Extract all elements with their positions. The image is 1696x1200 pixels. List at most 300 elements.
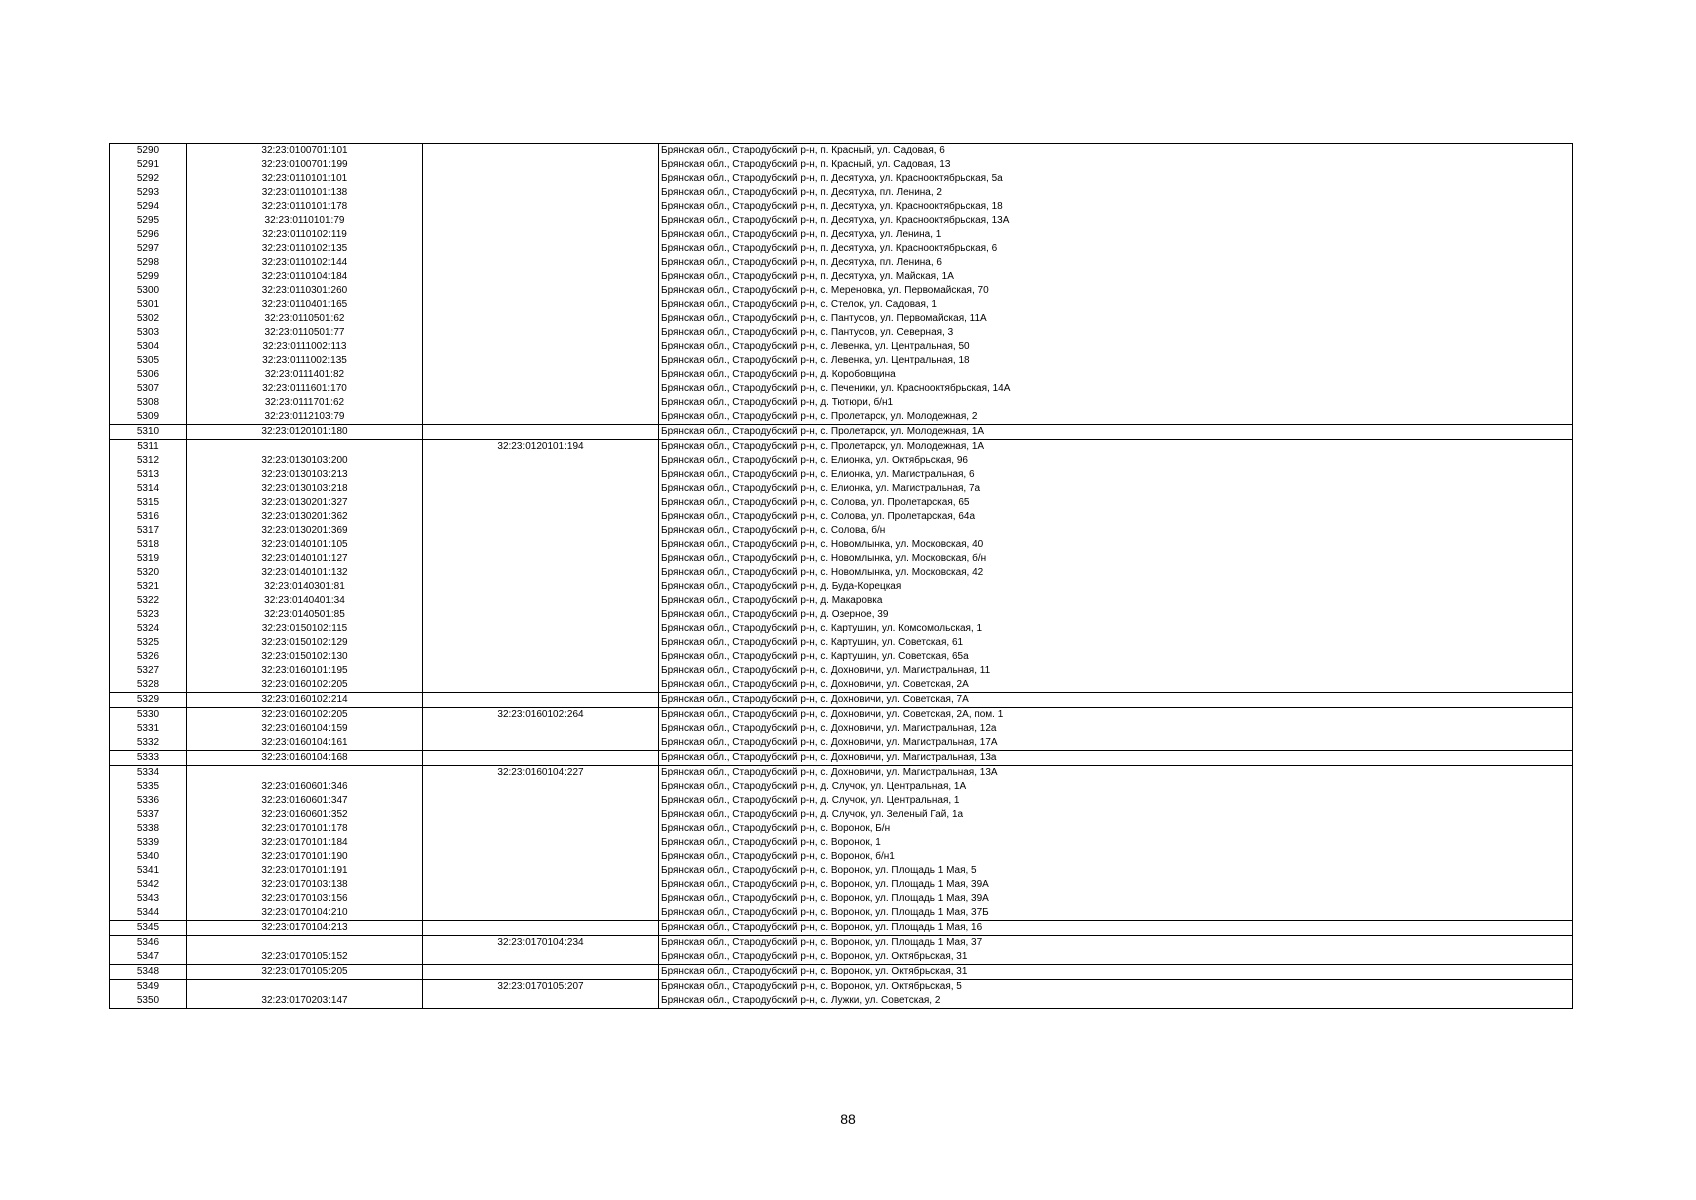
table-row	[110, 751, 1573, 766]
row-number-cell: 5347	[110, 950, 187, 965]
row-number-cell: 5305	[110, 354, 187, 368]
premises-number-cell	[423, 158, 659, 172]
table-row	[110, 326, 1573, 340]
address-cell: Брянская обл., Стародубский р-н, с. Елионка, ул. Магистральная, 6	[659, 468, 1573, 482]
row-number-cell: 5350	[110, 994, 187, 1009]
table-row	[110, 340, 1573, 354]
address-cell: Брянская обл., Стародубский р-н, с. Воронок, ул. Площадь 1 Мая, 5	[659, 864, 1573, 878]
premises-number-cell	[423, 200, 659, 214]
premises-number-cell	[423, 994, 659, 1009]
table-row	[110, 440, 1573, 455]
premises-number-cell	[423, 298, 659, 312]
address-cell: Брянская обл., Стародубский р-н, с. Воронок, ул. Площадь 1 Мая, 37Б	[659, 906, 1573, 921]
table-row	[110, 664, 1573, 678]
address-cell: Брянская обл., Стародубский р-н, п. Десятуха, ул. Краснооктябрьская, 5а	[659, 172, 1573, 186]
address-cell: Брянская обл., Стародубский р-н, с. Дохновичи, ул. Магистральная, 17А	[659, 736, 1573, 751]
cadastral-number-cell: 32:23:0110101:79	[187, 214, 423, 228]
row-number-cell: 5321	[110, 580, 187, 594]
address-cell: Брянская обл., Стародубский р-н, с. Дохновичи, ул. Магистральная, 12а	[659, 722, 1573, 736]
cadastral-number-cell	[187, 440, 423, 455]
address-cell: Брянская обл., Стародубский р-н, с. Воронок, б/н1	[659, 850, 1573, 864]
address-cell: Брянская обл., Стародубский р-н, с. Солова, б/н	[659, 524, 1573, 538]
row-number-cell: 5303	[110, 326, 187, 340]
address-cell: Брянская обл., Стародубский р-н, с. Печеники, ул. Краснооктябрьская, 14А	[659, 382, 1573, 396]
cadastral-number-cell: 32:23:0110501:62	[187, 312, 423, 326]
premises-number-cell	[423, 664, 659, 678]
cadastral-number-cell: 32:23:0110102:119	[187, 228, 423, 242]
premises-number-cell	[423, 270, 659, 284]
row-number-cell: 5291	[110, 158, 187, 172]
table-row	[110, 214, 1573, 228]
row-number-cell: 5311	[110, 440, 187, 455]
table-row	[110, 936, 1573, 951]
address-cell: Брянская обл., Стародубский р-н, с. Пролетарск, ул. Молодежная, 1А	[659, 425, 1573, 440]
premises-number-cell	[423, 836, 659, 850]
address-cell: Брянская обл., Стародубский р-н, с. Солова, ул. Пролетарская, 65	[659, 496, 1573, 510]
premises-number-cell	[423, 186, 659, 200]
row-number-cell: 5313	[110, 468, 187, 482]
row-number-cell: 5335	[110, 780, 187, 794]
address-cell: Брянская обл., Стародубский р-н, д. Случок, ул. Центральная, 1	[659, 794, 1573, 808]
premises-number-cell	[423, 921, 659, 936]
premises-number-cell	[423, 736, 659, 751]
row-number-cell: 5343	[110, 892, 187, 906]
premises-number-cell	[423, 678, 659, 693]
table-row	[110, 172, 1573, 186]
table-row	[110, 354, 1573, 368]
table-row	[110, 608, 1573, 622]
address-cell: Брянская обл., Стародубский р-н, п. Десятуха, ул. Ленина, 1	[659, 228, 1573, 242]
address-cell: Брянская обл., Стародубский р-н, с. Воронок, ул. Площадь 1 Мая, 16	[659, 921, 1573, 936]
table-row	[110, 228, 1573, 242]
cadastral-number-cell: 32:23:0130201:362	[187, 510, 423, 524]
premises-number-cell	[423, 751, 659, 766]
premises-number-cell	[423, 496, 659, 510]
table-row	[110, 256, 1573, 270]
row-number-cell: 5325	[110, 636, 187, 650]
address-cell: Брянская обл., Стародубский р-н, с. Воронок, ул. Площадь 1 Мая, 37	[659, 936, 1573, 951]
cadastral-number-cell: 32:23:0170101:184	[187, 836, 423, 850]
address-cell: Брянская обл., Стародубский р-н, с. Дохновичи, ул. Магистральная, 13а	[659, 751, 1573, 766]
row-number-cell: 5290	[110, 144, 187, 159]
table-row	[110, 368, 1573, 382]
row-number-cell: 5306	[110, 368, 187, 382]
premises-number-cell	[423, 256, 659, 270]
premises-number-cell	[423, 410, 659, 425]
table-row	[110, 580, 1573, 594]
cadastral-number-cell	[187, 980, 423, 995]
address-cell: Брянская обл., Стародубский р-н, с. Левенка, ул. Центральная, 50	[659, 340, 1573, 354]
address-cell: Брянская обл., Стародубский р-н, с. Пантусов, ул. Первомайская, 11А	[659, 312, 1573, 326]
address-cell: Брянская обл., Стародубский р-н, п. Красный, ул. Садовая, 13	[659, 158, 1573, 172]
row-number-cell: 5327	[110, 664, 187, 678]
row-number-cell: 5319	[110, 552, 187, 566]
cadastral-number-cell: 32:23:0170103:138	[187, 878, 423, 892]
address-cell: Брянская обл., Стародубский р-н, п. Десятуха, ул. Краснооктябрьская, 13А	[659, 214, 1573, 228]
premises-number-cell	[423, 906, 659, 921]
address-cell: Брянская обл., Стародубский р-н, д. Буда-Корецкая	[659, 580, 1573, 594]
premises-number-cell	[423, 552, 659, 566]
row-number-cell: 5340	[110, 850, 187, 864]
premises-number-cell	[423, 524, 659, 538]
premises-number-cell	[423, 144, 659, 159]
cadastral-number-cell: 32:23:0170101:191	[187, 864, 423, 878]
row-number-cell: 5295	[110, 214, 187, 228]
page-number: 88	[840, 1111, 856, 1127]
premises-number-cell	[423, 396, 659, 410]
premises-number-cell	[423, 242, 659, 256]
cadastral-number-cell: 32:23:0150102:130	[187, 650, 423, 664]
table-row	[110, 396, 1573, 410]
row-number-cell: 5330	[110, 708, 187, 723]
table-row	[110, 850, 1573, 864]
table-row	[110, 636, 1573, 650]
premises-number-cell	[423, 284, 659, 298]
premises-number-cell	[423, 312, 659, 326]
table-row	[110, 158, 1573, 172]
address-cell: Брянская обл., Стародубский р-н, с. Дохновичи, ул. Советская, 7А	[659, 693, 1573, 708]
premises-number-cell	[423, 693, 659, 708]
cadastral-number-cell: 32:23:0110102:135	[187, 242, 423, 256]
premises-number-cell	[423, 636, 659, 650]
registry-table-body	[110, 144, 1573, 1009]
address-cell: Брянская обл., Стародубский р-н, д. Коробовщина	[659, 368, 1573, 382]
address-cell: Брянская обл., Стародубский р-н, с. Воронок, ул. Площадь 1 Мая, 39А	[659, 892, 1573, 906]
cadastral-number-cell: 32:23:0160601:346	[187, 780, 423, 794]
row-number-cell: 5307	[110, 382, 187, 396]
row-number-cell: 5349	[110, 980, 187, 995]
cadastral-number-cell: 32:23:0170101:190	[187, 850, 423, 864]
address-cell: Брянская обл., Стародубский р-н, п. Десятуха, ул. Краснооктябрьская, 18	[659, 200, 1573, 214]
address-cell: Брянская обл., Стародубский р-н, д. Случок, ул. Центральная, 1А	[659, 780, 1573, 794]
address-cell: Брянская обл., Стародубский р-н, д. Озерное, 39	[659, 608, 1573, 622]
row-number-cell: 5332	[110, 736, 187, 751]
premises-number-cell	[423, 950, 659, 965]
cadastral-number-cell: 32:23:0111002:113	[187, 340, 423, 354]
cadastral-number-cell: 32:23:0170103:156	[187, 892, 423, 906]
table-row	[110, 552, 1573, 566]
row-number-cell: 5339	[110, 836, 187, 850]
address-cell: Брянская обл., Стародубский р-н, с. Дохновичи, ул. Магистральная, 13А	[659, 766, 1573, 781]
table-row	[110, 482, 1573, 496]
cadastral-number-cell: 32:23:0160104:159	[187, 722, 423, 736]
cadastral-number-cell: 32:23:0140101:105	[187, 538, 423, 552]
row-number-cell: 5309	[110, 410, 187, 425]
premises-number-cell	[423, 326, 659, 340]
table-row	[110, 382, 1573, 396]
cadastral-number-cell: 32:23:0112103:79	[187, 410, 423, 425]
address-cell: Брянская обл., Стародубский р-н, с. Дохновичи, ул. Советская, 2А, пом. 1	[659, 708, 1573, 723]
premises-number-cell	[423, 228, 659, 242]
address-cell: Брянская обл., Стародубский р-н, с. Лужки, ул. Советская, 2	[659, 994, 1573, 1009]
row-number-cell: 5318	[110, 538, 187, 552]
row-number-cell: 5341	[110, 864, 187, 878]
cadastral-number-cell: 32:23:0170105:205	[187, 965, 423, 980]
cadastral-number-cell: 32:23:0110101:178	[187, 200, 423, 214]
cadastral-number-cell: 32:23:0120101:180	[187, 425, 423, 440]
row-number-cell: 5331	[110, 722, 187, 736]
address-cell: Брянская обл., Стародубский р-н, п. Десятуха, пл. Ленина, 2	[659, 186, 1573, 200]
address-cell: Брянская обл., Стародубский р-н, с. Дохновичи, ул. Магистральная, 11	[659, 664, 1573, 678]
table-row	[110, 921, 1573, 936]
address-cell: Брянская обл., Стародубский р-н, п. Десятуха, ул. Майская, 1А	[659, 270, 1573, 284]
row-number-cell: 5302	[110, 312, 187, 326]
table-row	[110, 242, 1573, 256]
table-row	[110, 312, 1573, 326]
address-cell: Брянская обл., Стародубский р-н, с. Воронок, ул. Площадь 1 Мая, 39А	[659, 878, 1573, 892]
row-number-cell: 5328	[110, 678, 187, 693]
address-cell: Брянская обл., Стародубский р-н, с. Новомлынка, ул. Московская, б/н	[659, 552, 1573, 566]
cadastral-number-cell: 32:23:0110102:144	[187, 256, 423, 270]
row-number-cell: 5293	[110, 186, 187, 200]
row-number-cell: 5334	[110, 766, 187, 781]
table-row	[110, 566, 1573, 580]
address-cell: Брянская обл., Стародубский р-н, д. Макаровка	[659, 594, 1573, 608]
premises-number-cell	[423, 822, 659, 836]
address-cell: Брянская обл., Стародубский р-н, п. Красный, ул. Садовая, 6	[659, 144, 1573, 159]
address-cell: Брянская обл., Стародубский р-н, с. Воронок, Б/н	[659, 822, 1573, 836]
premises-number-cell	[423, 580, 659, 594]
row-number-cell: 5304	[110, 340, 187, 354]
premises-number-cell	[423, 354, 659, 368]
premises-number-cell	[423, 622, 659, 636]
table-row	[110, 892, 1573, 906]
row-number-cell: 5301	[110, 298, 187, 312]
premises-number-cell	[423, 566, 659, 580]
table-row	[110, 965, 1573, 980]
cadastral-number-cell: 32:23:0130103:200	[187, 454, 423, 468]
cadastral-number-cell: 32:23:0130103:218	[187, 482, 423, 496]
cadastral-number-cell: 32:23:0140101:132	[187, 566, 423, 580]
premises-number-cell	[423, 172, 659, 186]
cadastral-number-cell	[187, 936, 423, 951]
cadastral-number-cell: 32:23:0150102:115	[187, 622, 423, 636]
row-number-cell: 5317	[110, 524, 187, 538]
address-cell: Брянская обл., Стародубский р-н, с. Картушин, ул. Комсомольская, 1	[659, 622, 1573, 636]
table-row	[110, 906, 1573, 921]
premises-number-cell: 32:23:0120101:194	[423, 440, 659, 455]
table-row	[110, 736, 1573, 751]
cadastral-number-cell: 32:23:0100701:199	[187, 158, 423, 172]
cadastral-number-cell: 32:23:0160601:347	[187, 794, 423, 808]
cadastral-number-cell: 32:23:0110101:101	[187, 172, 423, 186]
cadastral-number-cell: 32:23:0170104:213	[187, 921, 423, 936]
table-row	[110, 722, 1573, 736]
table-row	[110, 836, 1573, 850]
address-cell: Брянская обл., Стародубский р-н, с. Картушин, ул. Советская, 65а	[659, 650, 1573, 664]
premises-number-cell: 32:23:0160104:227	[423, 766, 659, 781]
row-number-cell: 5329	[110, 693, 187, 708]
table-row	[110, 822, 1573, 836]
cadastral-number-cell: 32:23:0130103:213	[187, 468, 423, 482]
premises-number-cell	[423, 892, 659, 906]
table-row	[110, 538, 1573, 552]
cadastral-number-cell: 32:23:0140301:81	[187, 580, 423, 594]
cadastral-number-cell: 32:23:0170105:152	[187, 950, 423, 965]
address-cell: Брянская обл., Стародубский р-н, с. Левенка, ул. Центральная, 18	[659, 354, 1573, 368]
address-cell: Брянская обл., Стародубский р-н, с. Воронок, ул. Октябрьская, 31	[659, 965, 1573, 980]
row-number-cell: 5333	[110, 751, 187, 766]
premises-number-cell	[423, 780, 659, 794]
address-cell: Брянская обл., Стародубский р-н, с. Пантусов, ул. Северная, 3	[659, 326, 1573, 340]
row-number-cell: 5298	[110, 256, 187, 270]
row-number-cell: 5312	[110, 454, 187, 468]
address-cell: Брянская обл., Стародубский р-н, с. Солова, ул. Пролетарская, 64а	[659, 510, 1573, 524]
premises-number-cell	[423, 864, 659, 878]
row-number-cell: 5345	[110, 921, 187, 936]
table-row	[110, 298, 1573, 312]
table-row	[110, 510, 1573, 524]
row-number-cell: 5308	[110, 396, 187, 410]
premises-number-cell	[423, 722, 659, 736]
premises-number-cell	[423, 468, 659, 482]
row-number-cell: 5346	[110, 936, 187, 951]
address-cell: Брянская обл., Стародубский р-н, с. Воронок, ул. Октябрьская, 5	[659, 980, 1573, 995]
registry-table	[109, 143, 1573, 1009]
address-cell: Брянская обл., Стародубский р-н, с. Пролетарск, ул. Молодежная, 2	[659, 410, 1573, 425]
table-row	[110, 284, 1573, 298]
table-row	[110, 410, 1573, 425]
row-number-cell: 5315	[110, 496, 187, 510]
premises-number-cell	[423, 510, 659, 524]
row-number-cell: 5326	[110, 650, 187, 664]
cadastral-number-cell: 32:23:0110104:184	[187, 270, 423, 284]
row-number-cell: 5344	[110, 906, 187, 921]
premises-number-cell	[423, 454, 659, 468]
premises-number-cell: 32:23:0170104:234	[423, 936, 659, 951]
table-row	[110, 708, 1573, 723]
premises-number-cell	[423, 482, 659, 496]
cadastral-number-cell: 32:23:0110101:138	[187, 186, 423, 200]
cadastral-number-cell	[187, 766, 423, 781]
cadastral-number-cell: 32:23:0160601:352	[187, 808, 423, 822]
row-number-cell: 5324	[110, 622, 187, 636]
cadastral-number-cell: 32:23:0130201:369	[187, 524, 423, 538]
cadastral-number-cell: 32:23:0150102:129	[187, 636, 423, 650]
cadastral-number-cell: 32:23:0140501:85	[187, 608, 423, 622]
table-row	[110, 468, 1573, 482]
table-row	[110, 950, 1573, 965]
row-number-cell: 5348	[110, 965, 187, 980]
table-row	[110, 808, 1573, 822]
premises-number-cell	[423, 650, 659, 664]
row-number-cell: 5310	[110, 425, 187, 440]
premises-number-cell	[423, 808, 659, 822]
address-cell: Брянская обл., Стародубский р-н, с. Картушин, ул. Советская, 61	[659, 636, 1573, 650]
cadastral-number-cell: 32:23:0140401:34	[187, 594, 423, 608]
table-row	[110, 864, 1573, 878]
table-row	[110, 425, 1573, 440]
table-row	[110, 780, 1573, 794]
row-number-cell: 5297	[110, 242, 187, 256]
cadastral-number-cell: 32:23:0111401:82	[187, 368, 423, 382]
table-row	[110, 186, 1573, 200]
cadastral-number-cell: 32:23:0111701:62	[187, 396, 423, 410]
cadastral-number-cell: 32:23:0170101:178	[187, 822, 423, 836]
cadastral-number-cell: 32:23:0110301:260	[187, 284, 423, 298]
premises-number-cell	[423, 794, 659, 808]
row-number-cell: 5338	[110, 822, 187, 836]
table-row	[110, 454, 1573, 468]
premises-number-cell	[423, 368, 659, 382]
row-number-cell: 5323	[110, 608, 187, 622]
address-cell: Брянская обл., Стародубский р-н, п. Десятуха, пл. Ленина, 6	[659, 256, 1573, 270]
table-row	[110, 496, 1573, 510]
row-number-cell: 5342	[110, 878, 187, 892]
address-cell: Брянская обл., Стародубский р-н, с. Новомлынка, ул. Московская, 40	[659, 538, 1573, 552]
premises-number-cell	[423, 214, 659, 228]
premises-number-cell	[423, 878, 659, 892]
premises-number-cell	[423, 538, 659, 552]
table-row	[110, 622, 1573, 636]
cadastral-number-cell: 32:23:0111601:170	[187, 382, 423, 396]
address-cell: Брянская обл., Стародубский р-н, с. Новомлынка, ул. Московская, 42	[659, 566, 1573, 580]
table-row	[110, 766, 1573, 781]
cadastral-number-cell: 32:23:0130201:327	[187, 496, 423, 510]
cadastral-number-cell: 32:23:0160102:205	[187, 678, 423, 693]
address-cell: Брянская обл., Стародубский р-н, п. Десятуха, ул. Краснооктябрьская, 6	[659, 242, 1573, 256]
table-row	[110, 980, 1573, 995]
cadastral-number-cell: 32:23:0140101:127	[187, 552, 423, 566]
cadastral-number-cell: 32:23:0110501:77	[187, 326, 423, 340]
address-cell: Брянская обл., Стародубский р-н, с. Елионка, ул. Магистральная, 7а	[659, 482, 1573, 496]
address-cell: Брянская обл., Стародубский р-н, с. Воронок, ул. Октябрьская, 31	[659, 950, 1573, 965]
row-number-cell: 5336	[110, 794, 187, 808]
row-number-cell: 5299	[110, 270, 187, 284]
table-row	[110, 678, 1573, 693]
table-row	[110, 878, 1573, 892]
premises-number-cell	[423, 382, 659, 396]
row-number-cell: 5314	[110, 482, 187, 496]
premises-number-cell	[423, 608, 659, 622]
cadastral-number-cell: 32:23:0111002:135	[187, 354, 423, 368]
row-number-cell: 5337	[110, 808, 187, 822]
address-cell: Брянская обл., Стародубский р-н, д. Тютюри, б/н1	[659, 396, 1573, 410]
cadastral-number-cell: 32:23:0160102:214	[187, 693, 423, 708]
table-row	[110, 594, 1573, 608]
row-number-cell: 5320	[110, 566, 187, 580]
row-number-cell: 5322	[110, 594, 187, 608]
premises-number-cell	[423, 594, 659, 608]
row-number-cell: 5316	[110, 510, 187, 524]
row-number-cell: 5292	[110, 172, 187, 186]
table-row	[110, 693, 1573, 708]
table-row	[110, 994, 1573, 1009]
address-cell: Брянская обл., Стародубский р-н, д. Случок, ул. Зеленый Гай, 1а	[659, 808, 1573, 822]
premises-number-cell: 32:23:0160102:264	[423, 708, 659, 723]
cadastral-number-cell: 32:23:0100701:101	[187, 144, 423, 159]
table-row	[110, 270, 1573, 284]
premises-number-cell	[423, 965, 659, 980]
cadastral-number-cell: 32:23:0160104:161	[187, 736, 423, 751]
row-number-cell: 5296	[110, 228, 187, 242]
table-row	[110, 524, 1573, 538]
table-row	[110, 794, 1573, 808]
address-cell: Брянская обл., Стародубский р-н, с. Пролетарск, ул. Молодежная, 1А	[659, 440, 1573, 455]
row-number-cell: 5294	[110, 200, 187, 214]
row-number-cell: 5300	[110, 284, 187, 298]
table-row	[110, 144, 1573, 159]
premises-number-cell	[423, 340, 659, 354]
table-row	[110, 200, 1573, 214]
premises-number-cell	[423, 425, 659, 440]
address-cell: Брянская обл., Стародубский р-н, с. Елионка, ул. Октябрьская, 96	[659, 454, 1573, 468]
cadastral-number-cell: 32:23:0110401:165	[187, 298, 423, 312]
address-cell: Брянская обл., Стародубский р-н, с. Мереновка, ул. Первомайская, 70	[659, 284, 1573, 298]
cadastral-number-cell: 32:23:0160101:195	[187, 664, 423, 678]
table-row	[110, 650, 1573, 664]
address-cell: Брянская обл., Стародубский р-н, с. Дохновичи, ул. Советская, 2А	[659, 678, 1573, 693]
